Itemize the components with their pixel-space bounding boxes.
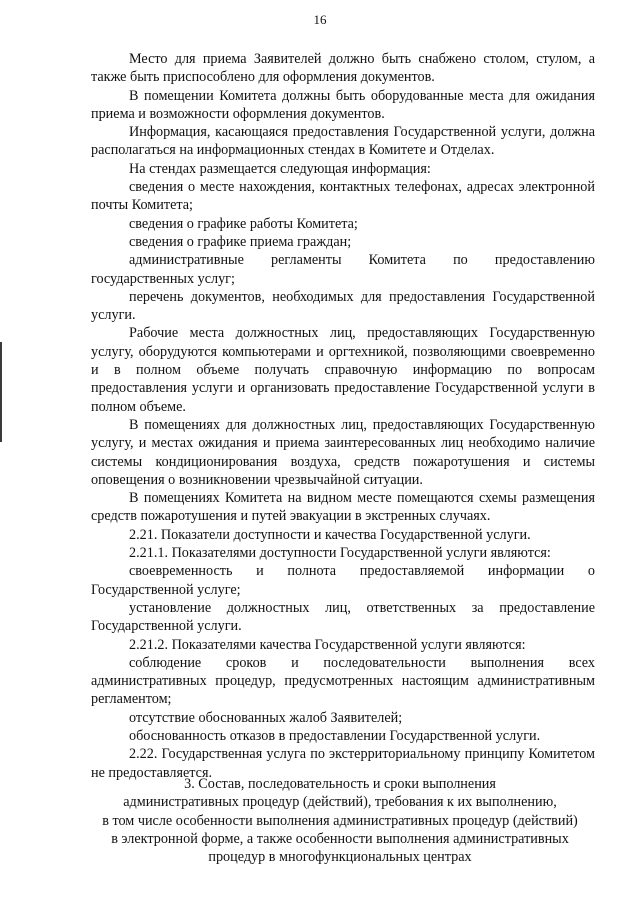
list-item-work-schedule: сведения о графике работы Комитета; bbox=[129, 215, 358, 232]
paragraph-stand-contents-intro: На стендах размещается следующая информация: bbox=[129, 160, 431, 177]
page-number: 16 bbox=[313, 12, 327, 27]
list-item-reception-schedule: сведения о графике приема граждан; bbox=[129, 233, 352, 250]
section-heading-line: в электронной форме, а также особенности выполнения административных bbox=[111, 830, 569, 847]
section-heading-line: административных процедур (действий), требования к их выполнению, bbox=[123, 794, 557, 811]
paragraph-premises-equipment: В помещениях для должностных лиц, предоставляющих Государственную услугу, и местах ожидания и приема заинтересованных лиц необходимо наличие системы кондиционирования воздуха, средств пожаротушения и системы оповещения о возникновении чрезвычайной ситуации. bbox=[91, 416, 595, 488]
section-heading-line: процедур в многофункциональных центрах bbox=[208, 849, 472, 866]
list-item-no-complaints: отсутствие обоснованных жалоб Заявителей; bbox=[129, 709, 403, 726]
list-item-regulations: административные регламенты Комитета по предоставлению государственных услуг; bbox=[91, 252, 595, 287]
list-item-responsible-officials: установление должностных лиц, ответственных за предоставление Государственной услуги. bbox=[91, 599, 595, 635]
list-item-justified-refusals: обоснованность отказов в предоставлении Государственной услуги. bbox=[129, 727, 541, 744]
section-3-heading bbox=[60, 775, 620, 866]
paragraph-reception-place: Место для приема Заявителей должно быть снабжено столом, стулом, а также быть приспособлено для оформления документов. bbox=[91, 51, 595, 86]
paragraph-evacuation-schemes: В помещениях Комитета на видном месте помещаются схемы размещения средств пожаротушения и путей эвакуации в экстренных случаях. bbox=[91, 490, 595, 525]
document-body bbox=[91, 50, 595, 782]
list-item-deadlines-compliance: соблюдение сроков и последовательности выполнения всех административных процедур, предусмотренных настоящим административным регламентом; bbox=[91, 654, 595, 708]
list-item-required-documents: перечень документов, необходимых для предоставления Государственной услуги. bbox=[91, 288, 595, 324]
paragraph-workplaces: Рабочие места должностных лиц, предоставляющих Государственную услугу, оборудуются компьютерами и оргтехникой, позволяющими своевременно и в полном объеме получать справочную информацию по вопросам предоставления услуги и организовать предоставление Государственной услуги в полном объеме. bbox=[91, 325, 595, 415]
list-item-location-contacts: сведения о месте нахождения, контактных телефонах, адресах электронной почты Комитета; bbox=[91, 179, 595, 214]
section-heading-line: 3. Состав, последовательность и сроки выполнения bbox=[184, 776, 496, 792]
clause-2-21-2: 2.21.2. Показателями качества Государственной услуги являются: bbox=[129, 636, 526, 653]
paragraph-waiting-places: В помещении Комитета должны быть оборудованные места для ожидания приема и возможности оформления документов. bbox=[91, 87, 595, 122]
scan-edge-mark bbox=[0, 342, 2, 442]
paragraph-information-stands: Информация, касающаяся предоставления Государственной услуги, должна располагаться на информационных стендах в Комитете и Отделах. bbox=[91, 124, 595, 159]
section-heading-line: в том числе особенности выполнения административных процедур (действий) bbox=[102, 812, 578, 829]
clause-2-22: 2.22. Государственная услуга по экстерриториальному принципу Комитетом не предоставляется. bbox=[91, 746, 595, 781]
clause-2-21-1: 2.21.1. Показателями доступности Государственной услуги являются: bbox=[129, 545, 551, 562]
list-item-timeliness: своевременность и полнота предоставляемой информации о Государственной услуге; bbox=[91, 563, 595, 598]
clause-2-21: 2.21. Показатели доступности и качества Государственной услуги. bbox=[129, 526, 531, 543]
